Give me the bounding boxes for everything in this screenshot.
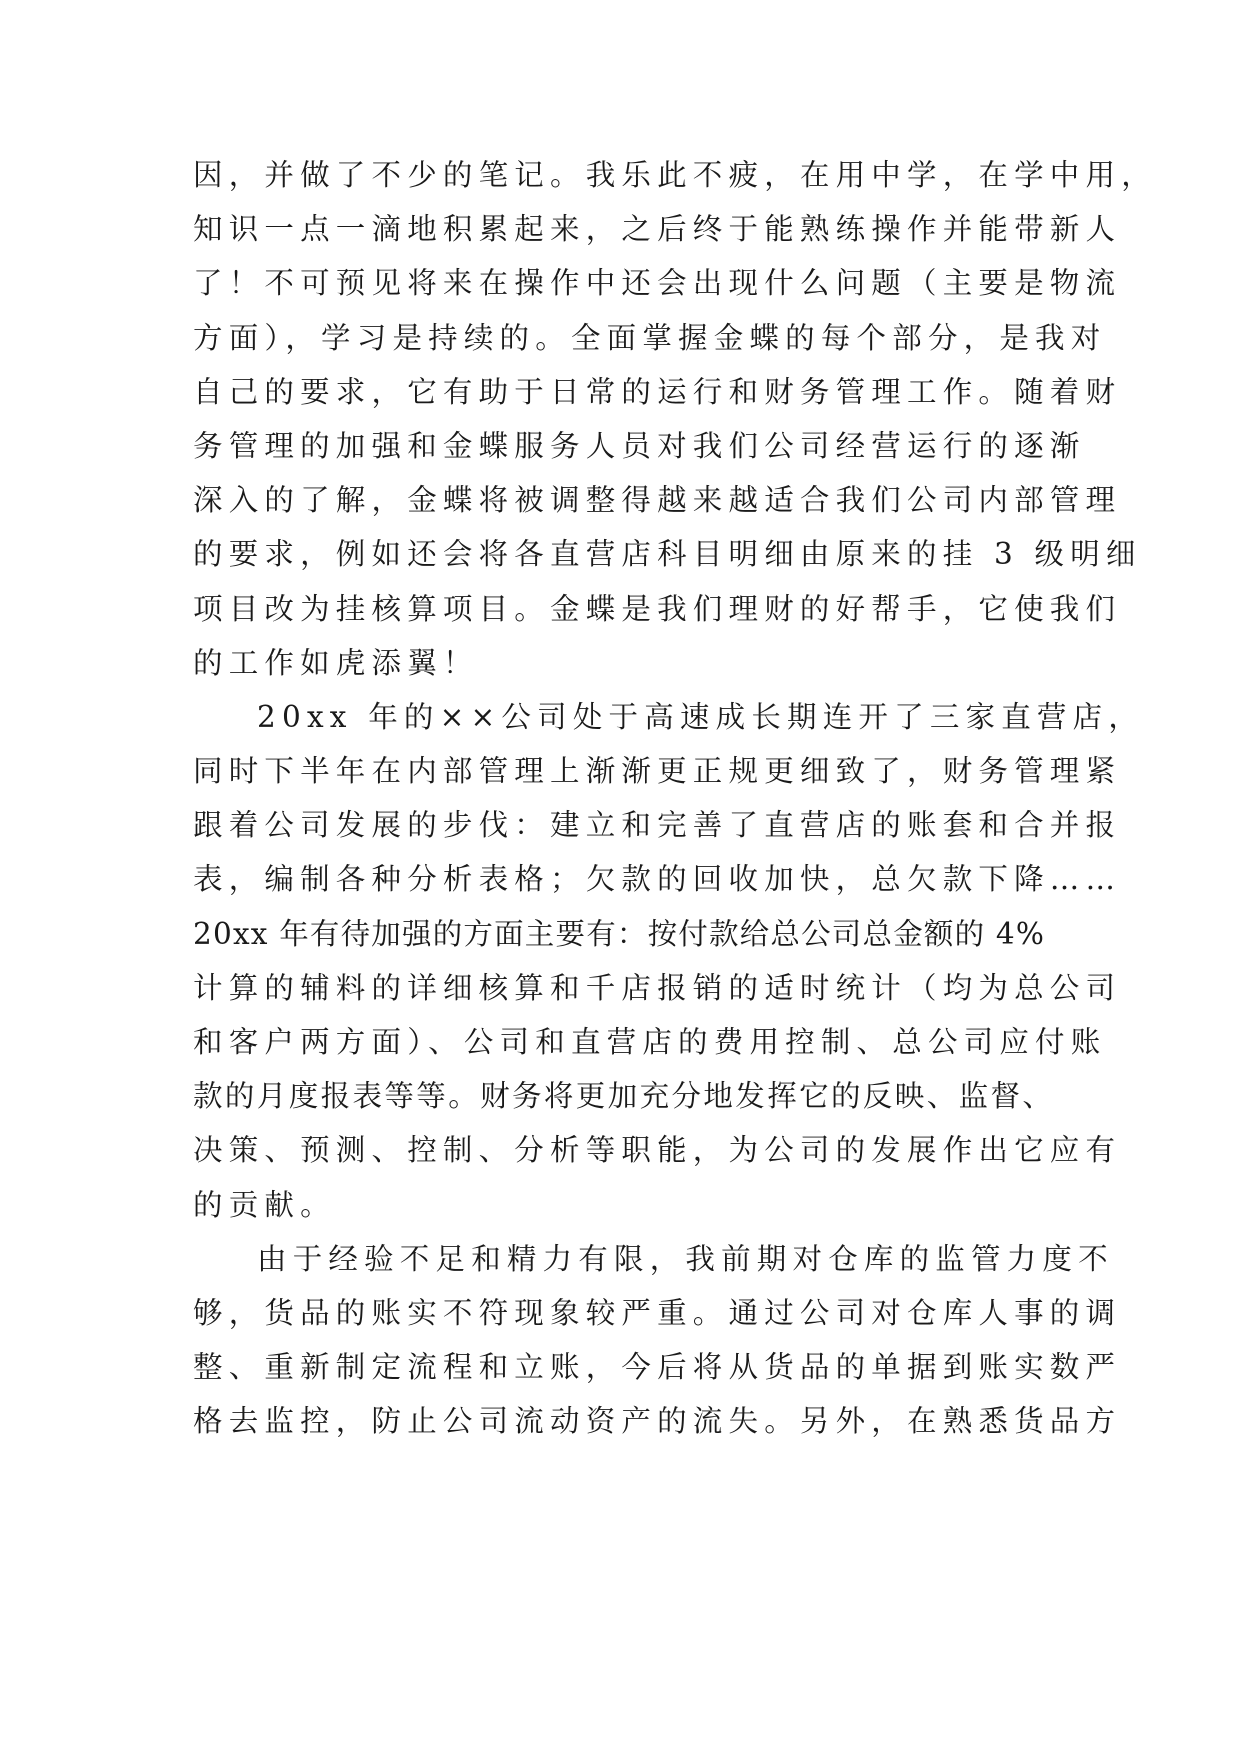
text-line: 的贡献。: [193, 1187, 336, 1222]
text-line: 项目改为挂核算项目。金蝶是我们理财的好帮手，它使我们: [193, 591, 1122, 626]
text-line: 计算的辅料的详细核算和千店报销的适时统计（均为总公司: [193, 970, 1122, 1005]
document-body: [193, 148, 1157, 1449]
text-line: 表，编制各种分析表格；欠款的回收加快，总欠款下降……: [193, 862, 1122, 897]
text-line: 格去监控，防止公司流动资产的流失。另外，在熟悉货品方: [193, 1404, 1122, 1439]
text-line: 的要求，例如还会将各直营店科目明细由原来的挂 3 级明细: [193, 537, 1142, 572]
text-line: 自己的要求，它有助于日常的运行和财务管理工作。随着财: [193, 374, 1122, 409]
text-line: 务管理的加强和金蝶服务人员对我们公司经营运行的逐渐: [193, 428, 1086, 463]
text-line: 决策、预测、控制、分析等职能，为公司的发展作出它应有: [193, 1133, 1122, 1168]
paragraph-first-line: 20xx 年的××公司处于高速成长期连开了三家直营店，: [257, 699, 1145, 734]
text-line: 了！不可预见将来在操作中还会出现什么问题（主要是物流: [193, 266, 1122, 301]
text-line: 因，并做了不少的笔记。我乐此不疲，在用中学，在学中用，: [193, 158, 1157, 192]
paragraph-first-line: 由于经验不足和精力有限，我前期对仓库的监管力度不: [257, 1241, 1114, 1276]
text-line: 方面），学习是持续的。全面掌握金蝶的每个部分，是我对: [193, 320, 1107, 355]
text-line: 深入的了解，金蝶将被调整得越来越适合我们公司内部管理: [193, 483, 1122, 518]
text-line: 同时下半年在内部管理上渐渐更正规更细致了，财务管理紧: [193, 754, 1122, 789]
text-line: 和客户两方面）、公司和直营店的费用控制、总公司应付账: [193, 1025, 1107, 1059]
text-line: 知识一点一滴地积累起来，之后终于能熟练操作并能带新人: [193, 212, 1122, 247]
text-line: 的工作如虎添翼！: [193, 645, 479, 680]
text-line: 跟着公司发展的步伐：建立和完善了直营店的账套和合并报: [193, 808, 1122, 843]
text-line: 整、重新制定流程和立账，今后将从货品的单据到账实数严: [193, 1350, 1122, 1385]
text-line: 款的月度报表等等。财务将更加充分地发挥它的反映、监督、: [193, 1079, 1055, 1114]
text-line: 20xx 年有待加强的方面主要有：按付款给总公司总金额的 4%: [193, 916, 1046, 951]
text-line: 够，货品的账实不符现象较严重。通过公司对仓库人事的调: [193, 1295, 1122, 1330]
